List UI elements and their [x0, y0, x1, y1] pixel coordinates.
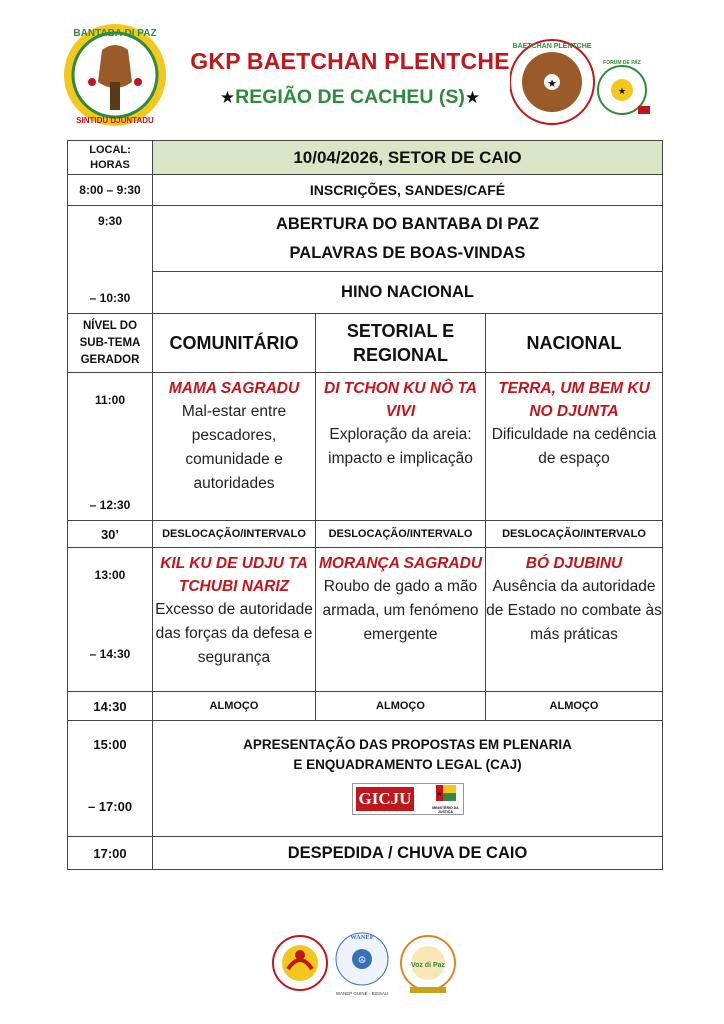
level-label: NÍVEL DO SUB-TEMA GERADOR: [68, 314, 153, 373]
page-subtitle: [180, 86, 520, 109]
lunch-label: ALMOÇO: [153, 692, 316, 721]
time-cell: 8:00 – 9:30: [68, 175, 153, 206]
closing-row: [68, 837, 663, 870]
voz-di-paz-logo: [401, 936, 455, 993]
svg-text:WANEP: WANEP: [350, 934, 374, 941]
session-title: MAMA SAGRADU: [168, 380, 300, 397]
time-start: 13:00: [94, 568, 126, 582]
svg-text:SINTIDU DJUNTADU: SINTIDU DJUNTADU: [76, 116, 154, 125]
page-title: GKP BAETCHAN PLENTCHE: [190, 48, 510, 74]
break-label: DESLOCAÇÃO/INTERVALO: [486, 521, 663, 548]
session-title: DI TCHON KU NÔ TA VIVI: [324, 380, 477, 420]
anthem-row: [68, 272, 663, 314]
svg-text:BAETCHAN PLENTCHE: BAETCHAN PLENTCHE: [512, 43, 592, 50]
time-start: 11:00: [94, 393, 126, 407]
col-header-comunitario: COMUNITÁRIO: [153, 314, 316, 373]
break-label: DESLOCAÇÃO/INTERVALO: [316, 521, 486, 548]
bantaba-di-paz-logo: [62, 22, 168, 128]
time-end: – 12:30: [89, 498, 131, 512]
svg-text:★: ★: [547, 78, 557, 90]
session2-row: [68, 548, 663, 692]
registration-row: [68, 175, 663, 206]
time-cell: [68, 721, 153, 837]
time-end: – 14:30: [89, 647, 131, 661]
session-comunitario: [153, 373, 316, 521]
col-header-setorial: SETORIAL E REGIONAL: [316, 314, 486, 373]
emblem-icon: [436, 785, 456, 801]
col-header-nacional: NACIONAL: [486, 314, 663, 373]
session-title: KIL KU DE UDJU TA TCHUBI NARIZ: [160, 555, 308, 595]
registration-text: INSCRIÇÕES, SANDES/CAFÉ: [153, 175, 663, 206]
session-comunitario: [153, 548, 316, 692]
session1-row: [68, 373, 663, 521]
time-cell: 14:30: [68, 692, 153, 721]
lunch-label: ALMOÇO: [316, 692, 486, 721]
plenary-row: [68, 721, 663, 837]
time-start: 9:30: [97, 214, 123, 228]
region-label: REGIÃO DE CACHEU (S): [235, 86, 465, 108]
plenary-line: E ENQUADRAMENTO LEGAL (CAJ): [293, 757, 522, 772]
session-title: BÓ DJUBINU: [525, 555, 623, 572]
svg-text:BANTABA DI PAZ: BANTABA DI PAZ: [73, 28, 157, 39]
session-title: MORANÇA SAGRADU: [318, 555, 483, 572]
closing-text: DESPEDIDA / CHUVA DE CAIO: [153, 837, 663, 870]
session-desc: Mal-estar entre pescadores, comunidade e autoridades: [181, 403, 287, 492]
svg-text:★: ★: [435, 790, 443, 798]
plenary-text: [153, 721, 663, 837]
time-cell: 30’: [68, 521, 153, 548]
svg-text:★: ★: [617, 86, 627, 96]
schedule-table: [67, 140, 663, 870]
star-icon: ★: [464, 88, 481, 107]
local-horas-label: LOCAL: HORAS: [68, 141, 153, 175]
time-cell: [68, 548, 153, 692]
session-desc: Excesso de autoridade das forças da defesa e segurança: [155, 601, 313, 666]
break-label: DESLOCAÇÃO/INTERVALO: [153, 521, 316, 548]
star-icon: ★: [219, 88, 236, 107]
svg-text:☮: ☮: [357, 955, 367, 965]
session-title: TERRA, UM BEM KU NO DJUNTA: [498, 380, 650, 420]
break-row: [68, 521, 663, 548]
time-cell: 17:00: [68, 837, 153, 870]
lunch-row: [68, 692, 663, 721]
baetchan-plentche-logo: [510, 38, 660, 128]
wanep-logo: [336, 933, 388, 996]
session-nacional: [486, 373, 663, 521]
anthem-text: HINO NACIONAL: [153, 272, 663, 314]
ministry-emblem: [432, 785, 460, 814]
svg-text:Voz di Paz: Voz di Paz: [410, 962, 446, 969]
plenary-line: APRESENTAÇÃO DAS PROPOSTAS EM PLENARIA: [243, 737, 572, 752]
page-header: [0, 0, 724, 140]
time-end: – 10:30: [89, 291, 131, 305]
partner-logos-art: [270, 925, 460, 1005]
opening-text: [153, 206, 663, 272]
welcome-line: PALAVRAS DE BOAS-VINDAS: [289, 243, 526, 262]
level-header-row: [68, 314, 663, 373]
opening-row: [68, 206, 663, 272]
theatre-forum-logo: [273, 936, 327, 990]
time-end: – 17:00: [87, 799, 133, 814]
time-start: 15:00: [93, 737, 127, 752]
gicju-logo: [352, 783, 464, 815]
session-setorial: [316, 373, 486, 521]
session-desc: Roubo de gado a mão armada, um fenómeno emergente: [322, 578, 479, 643]
ministry-text: MINISTÉRIO DA JUSTIÇA: [432, 805, 459, 814]
date-row: [68, 141, 663, 175]
session-setorial: [316, 548, 486, 692]
session-desc: Exploração da areia: impacto e implicação: [328, 426, 473, 467]
lunch-label: ALMOÇO: [486, 692, 663, 721]
svg-text:WANEP GUINÉ - BISSAU: WANEP GUINÉ - BISSAU: [335, 991, 389, 996]
time-cell: [68, 373, 153, 521]
session-desc: Ausência da autoridade de Estado no combate às más práticas: [486, 578, 662, 643]
partner-logos: [270, 925, 460, 1005]
session-desc: Dificuldade na cedência de espaço: [491, 426, 657, 467]
gicju-wordmark: GICJU: [356, 787, 415, 811]
event-date-location: 10/04/2026, SETOR DE CAIO: [153, 141, 663, 175]
time-cell: [68, 206, 153, 314]
svg-text:FORUM DE PAZ: FORUM DE PAZ: [603, 60, 641, 66]
session-nacional: [486, 548, 663, 692]
opening-line: ABERTURA DO BANTABA DI PAZ: [275, 214, 540, 233]
